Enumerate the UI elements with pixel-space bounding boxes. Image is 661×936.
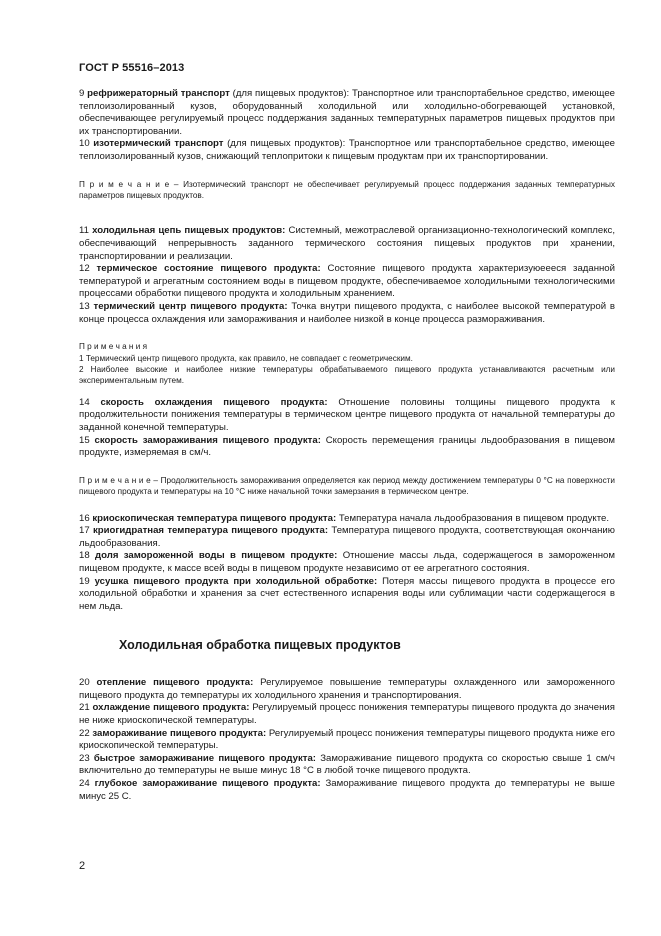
term-definition: Системный, межотраслевой организационно-технологический комплекс, обеспечивающий непрерывность заданного термического состояния пищевых продуктов при хранении, транспортировании и реализации. — [79, 225, 615, 262]
term-definition: (для пищевых продуктов): Транспортное или транспортабельное средство, имеющее теплоизолированный кузов, снижающий теплопритоки к пищевым продуктам при их транспортировании. — [79, 138, 615, 162]
term-number: 14 — [79, 396, 90, 408]
term-entry-10 — [79, 138, 615, 163]
term-entry-15 — [79, 435, 615, 460]
term-name: быстрое замораживание пищевого продукта: — [93, 752, 316, 764]
term-entry-13 — [79, 301, 615, 326]
term-entry-22 — [79, 728, 615, 753]
term-entry-21 — [79, 702, 615, 727]
term-name: скорость охлаждения пищевого продукта: — [100, 396, 328, 408]
term-name: доля замороженной воды в пищевом продукте: — [95, 550, 338, 562]
note-label: П р и м е ч а н и е — [79, 179, 170, 189]
term-number: 11 — [79, 225, 89, 237]
term-name: глубокое замораживание пищевого продукта: — [94, 778, 321, 790]
term-number: 23 — [79, 752, 90, 764]
term-definition: Регулируемый процесс понижения температуры пищевого продукта ниже его криоскопической температуры. — [79, 727, 615, 752]
term-name: скорость замораживания пищевого продукта: — [94, 434, 321, 446]
term-number: 24 — [79, 778, 90, 790]
term-number: 9 — [79, 88, 85, 99]
term-definition: Отношение массы льда, содержащегося в замороженном пищевом продукте, к массе всей воды в пищевом продукте независимо от ее агрегатного состояния. — [79, 550, 615, 574]
term-name: охлаждение пищевого продукта: — [92, 702, 250, 714]
term-name: криоскопическая температура пищевого продукта: — [92, 512, 337, 524]
note-item: 1 Термический центр пищевого продукта, как правило, не совпадает с геометрическим. — [79, 353, 413, 363]
term-number: 21 — [79, 702, 90, 714]
term-entry-24 — [79, 778, 615, 803]
term-name: криогидратная температура пищевого продукта: — [92, 525, 329, 537]
term-name: термический центр пищевого продукта: — [93, 300, 288, 312]
term-definition: Температура начала льдообразования в пищевом продукте. — [338, 512, 610, 524]
term-name: замораживание пищевого продукта: — [92, 727, 267, 739]
term-definition: Регулируемое повышение температуры охлажденного или замороженного пищевого продукта до температуры их холодильного хранения и транспортирования. — [79, 677, 615, 701]
note-label: П р и м е ч а н и е — [79, 475, 151, 485]
term-number: 17 — [79, 525, 90, 537]
term-entry-20 — [79, 677, 615, 702]
note-1 — [79, 179, 615, 202]
term-entry-16 — [79, 513, 615, 526]
section-title: Холодильная обработка пищевых продуктов — [119, 638, 401, 653]
term-entry-9 — [79, 88, 615, 138]
term-name: холодильная цепь пищевых продуктов: — [92, 225, 286, 237]
document-body — [79, 88, 615, 803]
term-number: 13 — [79, 300, 90, 312]
term-definition: Отношение половины толщины пищевого продукта к продолжительности понижения температуры в термическом центре пищевого продукта от начальной температуры до заданной конечной температуры. — [79, 396, 615, 433]
term-definition: Регулируемый процесс понижения температуры пищевого продукта до значения не ниже криоскопической температуры. — [79, 702, 615, 727]
term-number: 18 — [79, 550, 90, 562]
term-name: усушка пищевого продукта при холодильной обработке: — [94, 575, 378, 587]
term-name: термическое состояние пищевого продукта: — [96, 263, 321, 275]
term-definition: Состояние пищевого продукта характеризуюеееся заданной температурой и агрегатным состоянием воды в пищевом продукте, обеспечиваемое холодильными технологическими процессами обработки пищевого продукта и холодильным хранением. — [79, 263, 615, 300]
term-definition: Точка внутри пищевого продукта, с наиболее высокой температурой в конце процесса охлаждения или замораживания и наиболее низкой в конце процесса размораживания. — [79, 300, 615, 325]
term-definition: Замораживание пищевого продукта до температуры не выше минус 25 С. — [79, 778, 615, 802]
term-definition: Замораживание пищевого продукта со скоростью свыше 1 см/ч включительно до температуры не выше минус 18 °С в любой точке пищевого продукта. — [79, 752, 615, 777]
term-number: 20 — [79, 677, 90, 689]
term-number: 15 — [79, 434, 90, 446]
page-number: 2 — [79, 860, 86, 872]
term-number: 22 — [79, 727, 90, 739]
term-definition: Потеря массы пищевого продукта в процессе его холодильной обработки и хранения за счет естественного испарения воды или сублимации части содержащегося в нем льда. — [79, 575, 616, 612]
note-3 — [79, 475, 615, 498]
term-entry-19 — [79, 576, 615, 614]
term-entry-11 — [79, 225, 615, 263]
document-header: ГОСТ Р 55516–2013 — [79, 62, 185, 74]
notes-2-label: П р и м е ч а н и я — [79, 342, 148, 352]
term-name: изотермический транспорт — [93, 138, 224, 150]
term-number: 19 — [79, 575, 90, 587]
note-text: – Изотермический транспорт не обеспечивает регулируемый процесс поддержания заданных температурных параметров пищевых продуктов. — [79, 179, 615, 200]
term-number: 16 — [79, 512, 90, 524]
term-definition: Скорость перемещения границы льдообразования в пищевом продукте, измеряемая в см/ч. — [79, 434, 615, 459]
term-entry-18 — [79, 550, 615, 575]
term-entry-14 — [79, 397, 615, 435]
term-name: рефрижераторный транспорт — [87, 88, 230, 99]
term-name: отепление пищевого продукта: — [96, 677, 254, 689]
note-text: – Продолжительность замораживания определяется как период между достижением температуры 0 °С на поверхности пищевого продукта и температуры на 10 °С ниже начальной точки замерзания в термическом центре. — [79, 475, 615, 497]
term-number: 12 — [79, 263, 90, 275]
term-definition: Температура пищевого продукта, соответствующая окончанию льдообразования. — [79, 525, 615, 549]
term-definition: (для пищевых продуктов): Транспортное или транспортабельное средство, имеющее теплоизолированный кузов, оборудованный холодильной или холодильно-обогревающей установкой, обеспечивающее регулируемый процесс поддержания заданных температурных параметров пищевых продуктов при их транспортировании. — [79, 88, 616, 137]
term-number: 10 — [79, 138, 90, 150]
note-item: 2 Наиболее высокие и наиболее низкие температуры обрабатываемого пищевого продукта устанавливаются расчетным или экспериментальным путем. — [79, 364, 615, 386]
term-entry-17 — [79, 525, 615, 550]
term-entry-12 — [79, 263, 615, 301]
term-entry-23 — [79, 753, 615, 778]
